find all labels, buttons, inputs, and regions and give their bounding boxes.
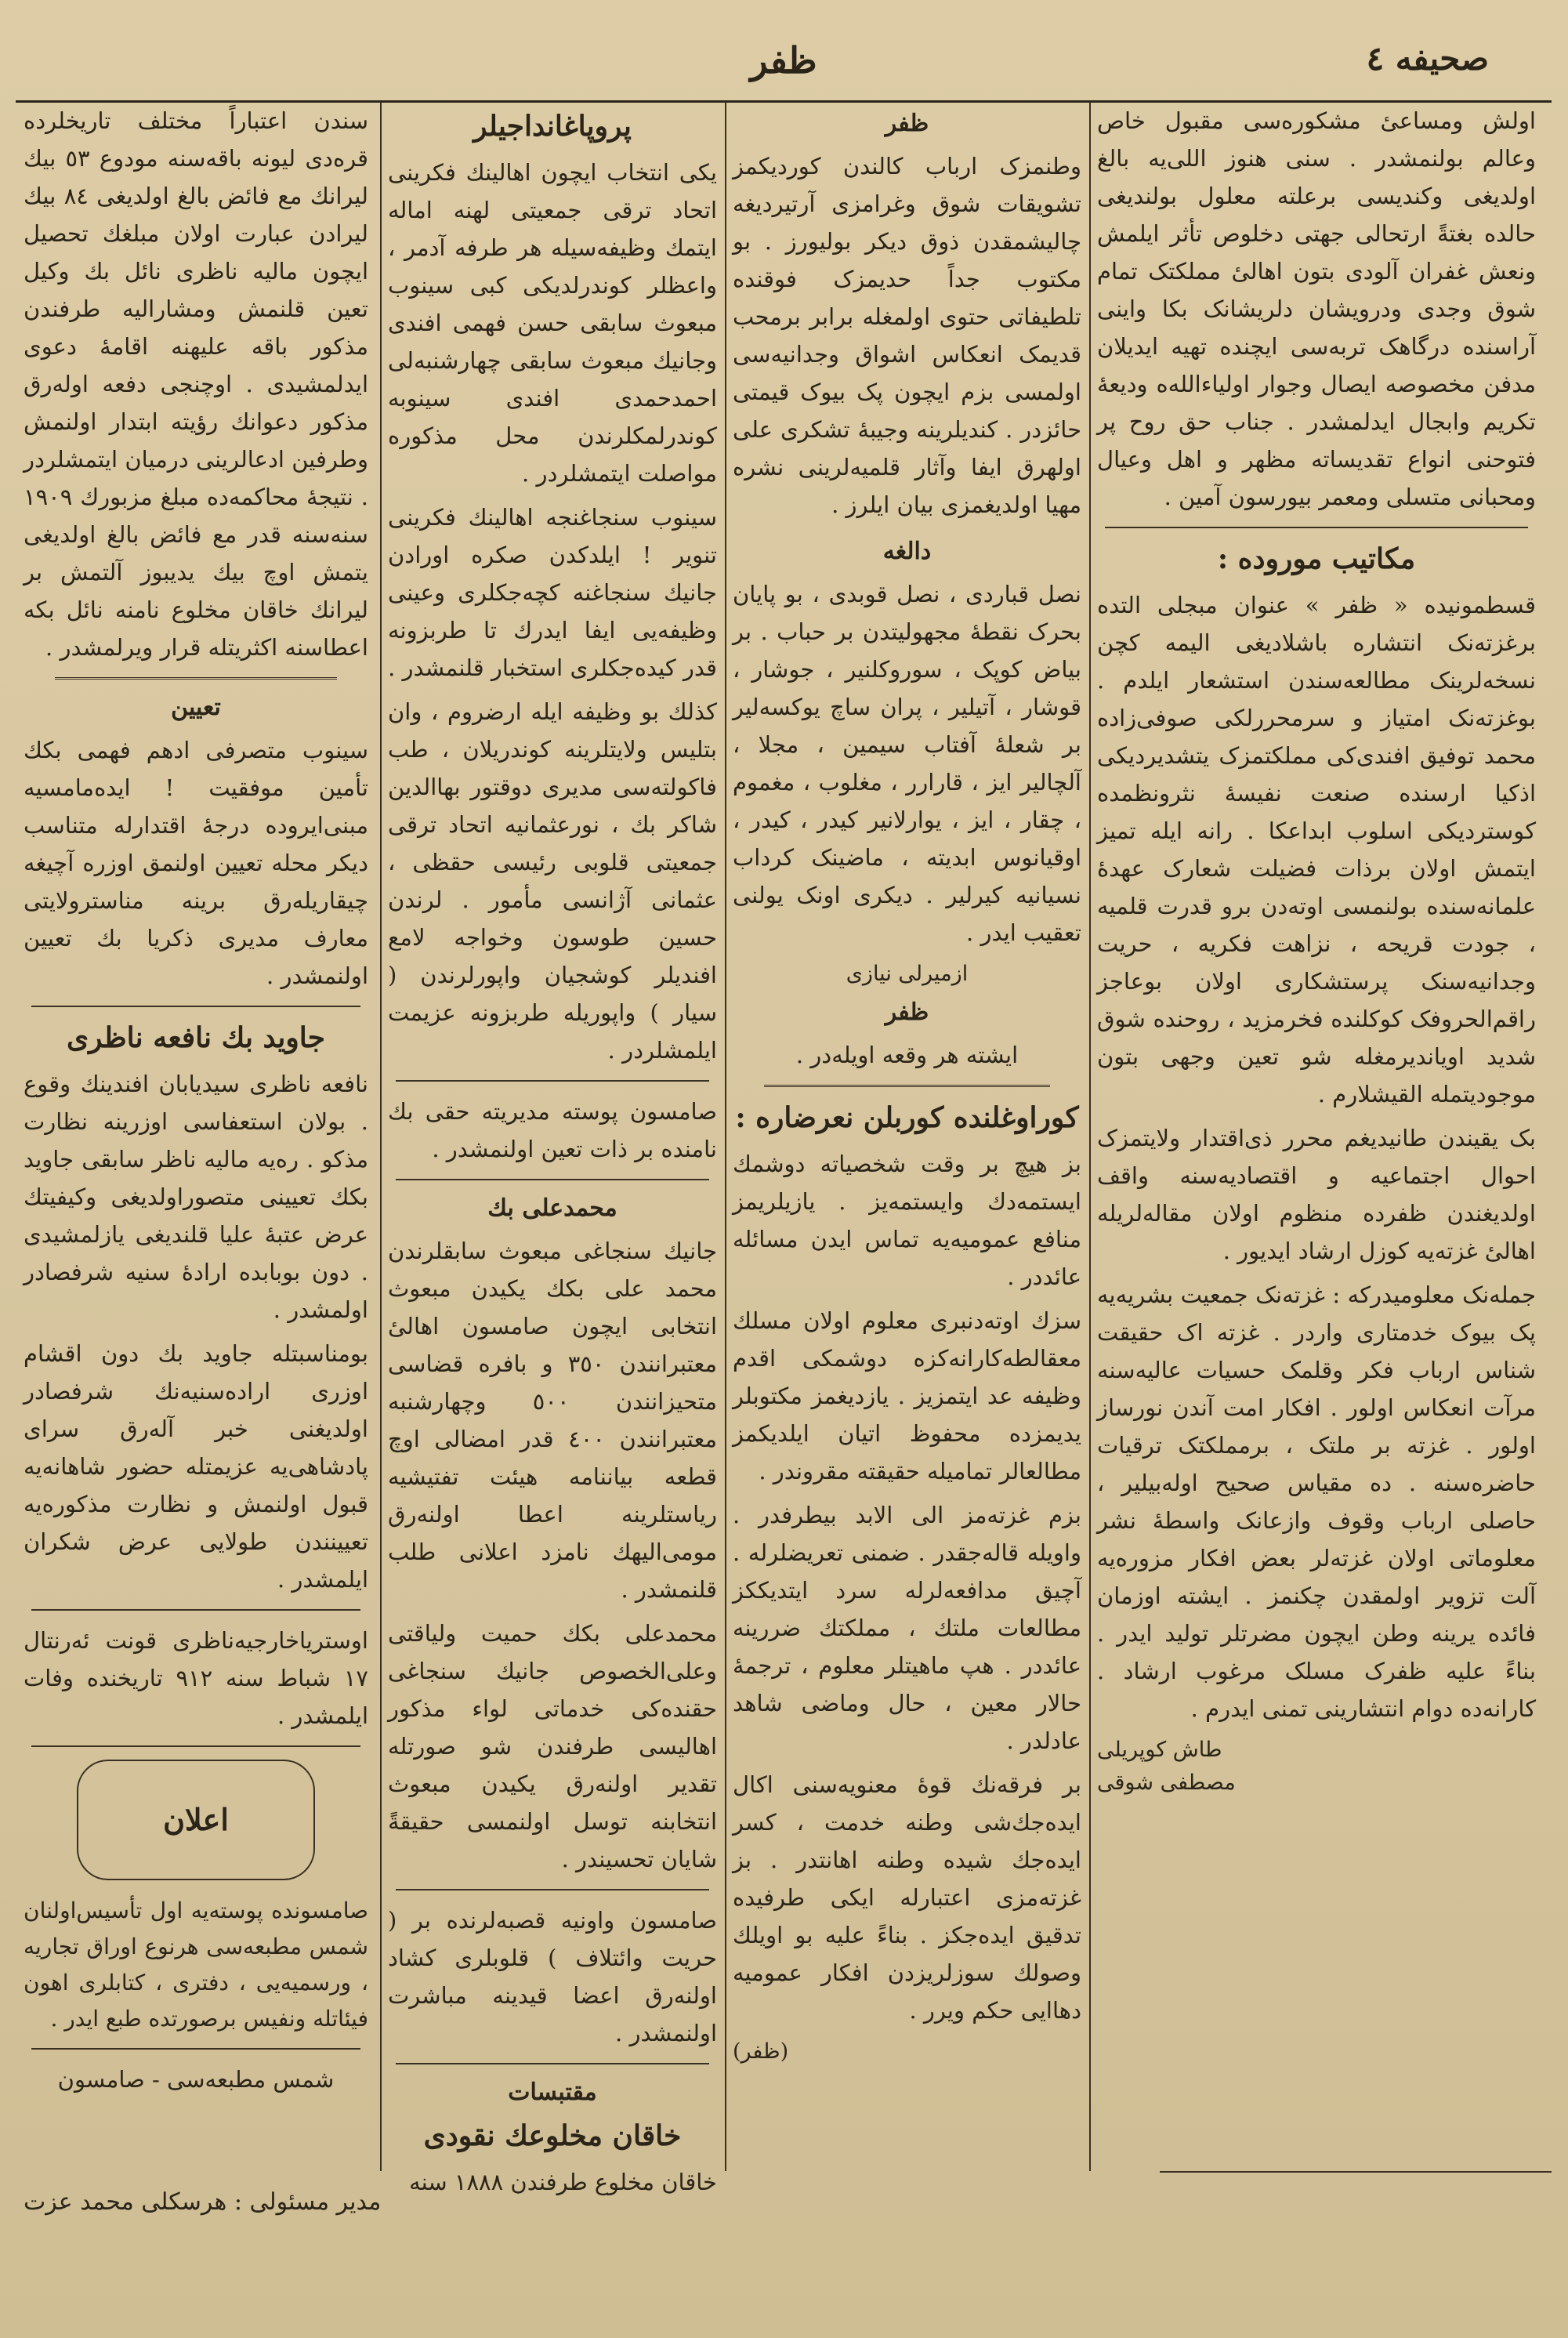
mehmed-ali-title: محمدعلی بك — [487, 1194, 617, 1222]
paper-name: ظفر — [750, 39, 817, 82]
death-notice — [24, 1622, 368, 1734]
footer — [16, 2171, 1552, 2216]
letter-paragraph: قسطمونیده « ظفر » عنوان مبجلی التده برغزته‌نک انتشاره باشلادیغی الیمه کچن نسخه‌لرینک مطالعه‌سندن استشعار ایلدم . بوغزته‌نک امتیاز و سرمحررلکی صوفی‌زاده محمد توفیق افندی‌کی مملکتمزک یتشدیردیکی اذکیا ارسنده صنعت نفیسهٔ نثرونظمده کوستردیکی اسلوب ابداعکا . رانه ایله تمیز ایتمش اولان برذات فضیلت شعارک عهدهٔ علمانه‌سنده بولنمسی اوته‌دن برو قدرت قلمیه ، جودت قریحه ، نزاهت فکریه ، حریت وجدانیه‌سنک پرستشکاری اولان بوعاجز راقم‌الحروفک کوکلنده فخرمزید ، روحنده شوق شدید اویاندیرمغله شو تعین وجهی بتون موجودیتمله القیشلارم . — [1097, 592, 1536, 1107]
letters-title: مکاتیب موروده : — [1217, 542, 1416, 575]
poem-text: نصل قباردی ، نصل قوبدی ، بو پایان بحرک نقطهٔ مجهولیتدن بر حباب . بر بیاض کوپک ، سوروکلنیر ، جوشار ، قوشار ، آتیلیر ، پران ساچ یوکسه‌لیر بر شعلهٔ آفتاب سیمین ، مجلا ، آلچالیر ایز ، قارارر ، مغلوب ، مغموم ، چقار ، ایز ، یوارلانیر کیدر ، کیدر ، اوقیانوس ابدیته ، ماضینک کرداب نسیانیه کیرلیر . دیکری اونک یولنی تعقیب ایدر . — [733, 581, 1081, 946]
divider — [764, 1085, 1050, 1087]
printing-ad — [24, 1893, 368, 2037]
divider — [1105, 527, 1528, 528]
koroglu-paragraph: بزم غزته‌مز الی الابد بیطرفدر . واویله قاله‌جقدر . ضمنی تعریضلرله . آچیق مدافعه‌لرله سرد ایتدیککز مطالعات ملتك ، مملکتك ضررینه عائددر . هپ ماهیتلر معلوم ، ترجمهٔ حالار معین ، حال وماضی شاهد عادلدر . — [733, 1502, 1081, 1754]
propagandists-title: پروپاغاندا‌جیلر — [473, 110, 632, 143]
masthead — [16, 31, 1552, 94]
propagandists-paragraph: کذلك بو وظیفه ایله ارضروم ، وان بتلیس ولایتلرینه کوندریلان ، طب فاکولته‌سی مدیری دوقتور بهاالدین شاکر بك ، نورعثمانیه اتحاد ترقی جمعیتی قلوبی رئیسی حقظی ، عثمانی آژانسی مأمور . لرندن حسین طوسون وخواجه لامع افندیلر کوشجیان واپورلرندن ( سیار ) واپوریله طربزونه عزیمت ایلمشلردر . — [388, 698, 717, 1064]
divider — [396, 1080, 709, 1082]
column-rule — [725, 102, 726, 2171]
koroglu-paragraph: بز هیچ بر وقت شخصیاته دوشمك ایستمه‌دك وایستمه‌یز . یازیلریمز منافع عمومیه‌یه تماس ایدن مسائله عائددر . — [733, 1151, 1081, 1290]
koroglu-article — [733, 1098, 1081, 2068]
propagandists-article — [388, 107, 717, 1069]
column-rule — [1089, 102, 1091, 2171]
appointment-text: سینوب متصرفی ادهم فهمی بکك تأمین موفقیت ! ایدەمامسیه مبنی‌ایروده درجهٔ اقتدارله متناسب دیکر محله تعیین اولنمق اوزره آچیغه چیقاریله‌رق برینه مناسترولایتی معارف مدیری ذکریا بك تعیین اولنمشدر . — [24, 737, 368, 989]
propagandists-paragraph: یکی انتخاب ایچون اهالینك فکرینی اتحاد ترقی جمعیتی لهنه اماله ایتمك وظیفه‌سیله هر طرفه آدمر ، واعظلر کوندرلدیکی کبی سینوب مبعوث سابقی حسن فهمی افندی وجانیك مبعوث سابقی چهارشنبه‌لی احمدحمدی افندی سینوبه کوندرلمکلرندن محل مذکوره مواصلت ایتمشلردر . — [388, 159, 717, 487]
excerpts-label: مقتبسات — [508, 2079, 597, 2106]
signature-name: مصطفی شوقی — [1097, 1771, 1236, 1795]
koroglu-signature: (ظفر) — [733, 2039, 789, 2064]
propagandists-paragraph: سینوب سنجاغنجه اهالینك فکرینی تنویر ! ایلدکدن صکره اورادن جانیك سنجاغنه کچه‌جکلری وعینی وظیفه‌یی ایفا ایدرك تا طربزونه قدر کیده‌جکلری استخبار قلنمشدر . — [388, 504, 717, 681]
divider — [396, 1889, 709, 1890]
bank-lawsuit-article — [24, 102, 368, 666]
excerpts-title: خاقان مخلوعك نقودی — [423, 2119, 682, 2152]
divider — [55, 677, 337, 680]
poem-title: دالغه — [882, 538, 932, 565]
page-number: صحیفه ٤ — [1366, 39, 1489, 78]
printing-ad-text: صامسونده پوسته‌یه اول تأسیس‌اولنان شمس مطبعه‌سی هرنوع اوراق تجاریه ، ورسمیه‌یی ، دفتری ، کتابلری اهون فیئاتله ونفیس برصورتده طبع ایدر . — [24, 1898, 368, 2032]
appointment-article — [24, 691, 368, 995]
excerpts-text: خاقان مخلوع طرفندن ١٨٨٨ سنه‌ — [409, 2169, 717, 2195]
mehmed-ali-paragraph: جانیك سنجاغی مبعوث سابقلرندن محمد علی بکك یکیدن مبعوث انتخابی ایچون صامسون اهالیٔ معتبرانندن ٣٥٠ و بافره قضاسی متحیزانندن ٥٠٠ وچهارشنبه معتبرانندن ٤٠٠ قدر امضالی اوچ قطعه بیاننامه هیئت تفتیشیه ریاستلرینه اعطا اولنه‌رق مومی‌الیهك نامزد اعلانی طلب قلنمشدر . — [388, 1238, 717, 1603]
letter-paragraph: جمله‌نک معلومیدرکه : غزته‌نک جمعیت بشریه‌یه پک بیوک خدمتاری واردر . غزته‌ اک حقیقت شناس ارباب فکر وقلمک حسیات عالیه‌سنه مرآت انعکاس اولور . افکار امت آندن نورساز اولور . غزته بر ملتک ، برمملکتک ترقیات حاضره‌سنه . ده مقیاس صحیح اوله‌بیلیر ، حاصلی ارباب وقوف وازعانک واسطهٔ نشر معلوماتی اولان غزته‌لر بعض افکار مزوره‌یه آلت تزویر اولمقدن چکنمز . ایشته اوزمان فائده یرینه وطن ایچون مضرتلر تولید ایدر . بناءً علیه ظفرک مسلک مرغوب ارشاد . کارانه‌ده دوام انتشارینی تمنی ایدرم . — [1097, 1281, 1536, 1722]
ornament-text: اعلان — [163, 1802, 229, 1837]
column-rule — [380, 102, 382, 2171]
divider — [396, 1179, 709, 1180]
ornament-cartouche — [77, 1760, 315, 1880]
imprint: شمس مطبعه‌سی - صامسون — [57, 2066, 335, 2093]
reply-title: ظفر — [885, 110, 929, 137]
column-4 — [24, 102, 368, 2109]
mehmed-ali-paragraph: محمدعلی بکك حمیت ولیاقتی وعلی‌الخصوص جانیك سنجاغی حقنده‌کی خدماتی لواء مذکور اهالیسی طرفندن شو صورتله تقدیر اولنه‌رق یکیدن مبعوث انتخابنه توسل اولنمسی حقیقةً شایان تحسیندر . — [388, 1620, 717, 1872]
note-label: ظفر — [885, 999, 929, 1026]
divider — [31, 1609, 360, 1611]
obituary-article — [1097, 102, 1536, 516]
cavid-title: جاوید بك نافعه ناظری — [66, 1021, 326, 1054]
bank-lawsuit-text: سندن اعتباراً مختلف تاریخلرده قرەدی لیونه باقه‌سنه مودوع ٥٣ بیك لیرانك مع فائض بالغ اولدیغی ٨٤ بیك لیرادن عبارت اولان مبلغك تحصیل ایچون مالیه ناظری نائل بك وکیل تعین قلنمش ومشارالیه طرفندن مذکور باقه علیهنه اقامهٔ دعوی ایدلمشیدی . اوچنجی دفعه اوله‌رق مذکور دعوانك رؤیته ابتدار اولنمش وطرفین ادعالرینی درمیان ایتمشلردر . نتیجهٔ محاکمه‌ده مبلغ مزبورك ١٩٠٩ سنه‌سنه قدر مع فائض بالغ اولدیغی یتمش اوچ بیك یدیبوز آلتمش بر لیرانك خاقان مخلوع نامنه نائل بکه اعطاسنه اکثریتله قرار ویرلمشدر . — [24, 107, 368, 661]
divider — [396, 2063, 709, 2064]
footer-rule — [1160, 2171, 1552, 2173]
club-notice — [388, 1901, 717, 2052]
column-3 — [388, 102, 717, 2212]
koroglu-paragraph: بر فرقه‌نك قوهٔ معنویه‌سنی اکال ایده‌جك‌شی وطنه خدمت ، کسر ایده‌جك شیده وطنه اهانتدر . بز غزته‌مزی اعتبارله ایکی طرفیده تدقیق ایده‌جکز . بناءً علیه بو اویلك وصولك سوزلریزدن افکار عمومیه دهاایی حکم ویرر . — [733, 1771, 1081, 2024]
divider — [31, 1745, 360, 1747]
cavid-paragraph: نافعه ناظری سیدیابان افندینك وقوع . بولان استعفاسی اوزرینه نظارت مذکو . رەیه مالیه ناظر سابقی جاوید بکك تعیینی متصوراولدیغی وکیفیتك عرض عتبهٔ علیا قلندیغی یازلمشیدی . دون بوبابده ارادهٔ سنیه شرفصادر اولمشدر . — [24, 1071, 368, 1323]
divider — [31, 1006, 360, 1007]
postal-notice-text: صامسون پوسته مدیریته حقی بك نامنده بر ذات تعین اولنمشدر . — [388, 1098, 717, 1162]
koroglu-paragraph: سزك اوته‌دنبری معلوم اولان مسلك معقالطه‌کارانه‌کزه دوشمکی اقدم وظیفه عد ایتمزیز . یازدیغمز مکتوبلر یدیمزده محفوظ اتیان ایلدیکمز مطالعالر تمامیله حقیقته مقروندر . — [733, 1307, 1081, 1484]
koroglu-title: کوراوغلنده کوربلن نعرضاره : — [735, 1101, 1079, 1134]
club-notice-text: صامسون واونیه قصبه‌لرنده بر ( حریت وائتلاف ) قلوبلری کشاد اولنه‌رق اعضا قیدینه مباشرت اولنمشدر . — [388, 1907, 717, 2046]
letter-paragraph: بک یقیندن طانیدیغم محرر ذی‌اقتدار ولایتمزک احوال اجتماعیه و اقتصادیه‌سنه واقف اولدیغندن ظفرده منظوم اولان مقاله‌لریله اهالیٔ غزته‌یه کوزل ارشاد ایدیور . — [1097, 1125, 1536, 1264]
cavid-paragraph: بومناسبتله جاوید بك دون اقشام اوزری اراده‌سنیه‌نك شرفصادر اولدیغنی خبر آله‌رق سرای پادشاهی‌یه عزیمتله حضور شاهانه‌یه قبول اولنمش و نظارت مذکوره‌یه تعیینندن طولایی عرض شکران ایلمشدر . — [24, 1340, 368, 1593]
reply-text: وطنمزک ارباب کالندن کوردیکمز تشویقات شوق وغرامزی آرتیردیغه چالیشمقدن ذوق دیکر بولیورز . بو مکتوب جداً حدیمزک فوقنده تلطیفاتی حتوی اولمغله برابر برمحب قدیمک انعکاس اشواق وجدانیه‌سی اولمسی بزم ایچون پک بیوک قیمتی حائزدر . کندیلرینه وجیبهٔ تشکری علی اولهرق ایفا وآثار قلمیه‌لرینی نشره مهیا اولدیغمزی بیان ایلرز . — [733, 153, 1081, 518]
poem-article — [733, 535, 1081, 1074]
divider — [31, 2048, 360, 2050]
letters-article — [1097, 539, 1536, 1800]
cavid-article — [24, 1018, 368, 1598]
postal-notice — [388, 1093, 717, 1168]
appointment-title: تعیین — [171, 694, 221, 721]
mehmed-ali-article — [388, 1191, 717, 1878]
poem-signature: ازمیرلی نیازی — [846, 962, 969, 986]
editor-line: مدیر مسئولی : هرسکلی محمد عزت — [24, 2188, 382, 2216]
death-notice-text: اوستریاخارجیه‌ناظری قونت ئه‌رنتال ١٧ شباط سنه ٩١٢ تاریخنده وفات ایلمشدر . — [24, 1627, 368, 1729]
zafer-reply — [733, 107, 1081, 524]
column-1 — [1097, 102, 1536, 1811]
column-2 — [733, 102, 1081, 2079]
obituary-text: اولش ومساعیٔ مشکوره‌سی مقبول خاص وعالم بولنمشدر . سنی هنوز اللی‌یه بالغ اولدیغی وکندیسی برعلته معلول بولندیغی حالده بغتةً ارتحالی جهتی دخلوص تأثر ایلمش ونعش غفران آلودی بتون اهالیٔ مملکتک تمام شوق وجدی ودرویشان دلریشانک بکا واینی آراسنده درگاهک تربه‌سی ایچنده تهیه ایدیلان مدفن مخصوصه ایصال وجوار اولیاءالله‌ه ودیعهٔ تکریم وابجال ایدلمشدر . جناب حق روح پر فتوحنی انواع تقدیساته مظهر و اهل وعیال ومحبانی متسلی ومعمر بیورسون آمین . — [1097, 107, 1536, 510]
note-text: ایشته هر وقعه اویله‌در . — [795, 1042, 1019, 1068]
signature-place: طاش کوپریلی — [1097, 1738, 1222, 1762]
